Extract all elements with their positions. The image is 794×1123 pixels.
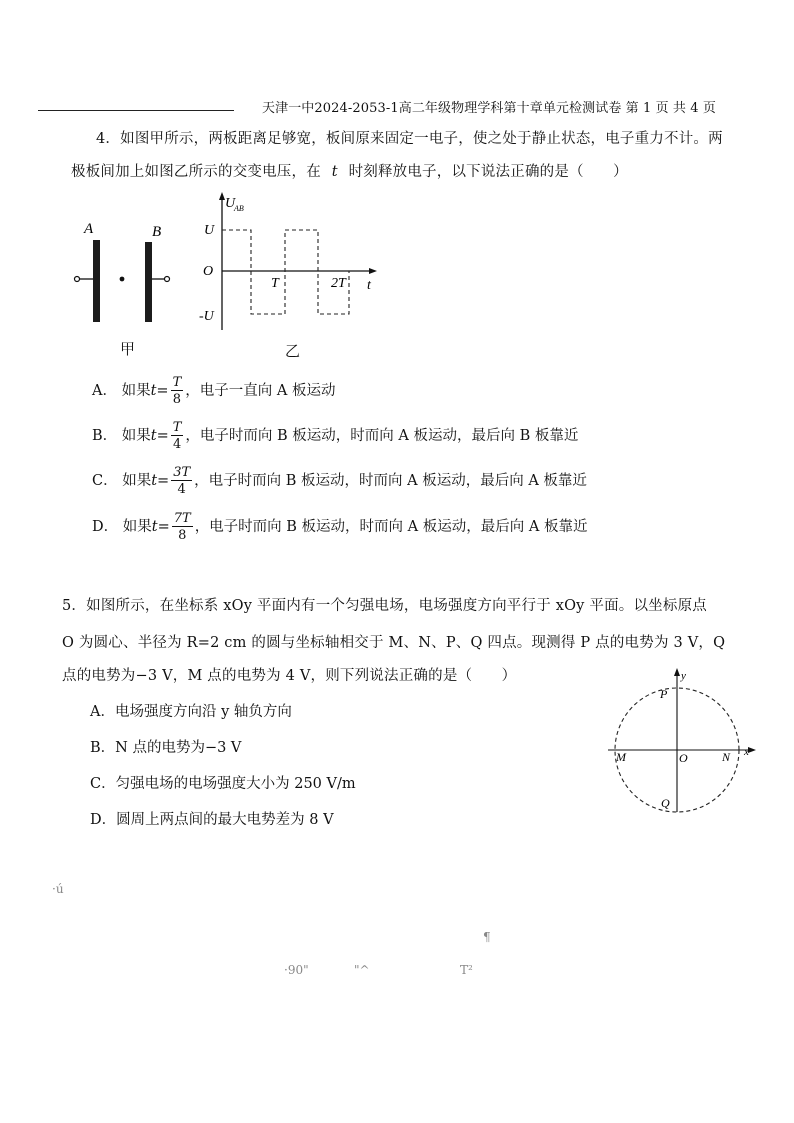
option-fraction: $\frac{T}{4}$ bbox=[172, 420, 182, 452]
square-wave bbox=[222, 230, 349, 314]
q5-stem-line2: O 为圆心、半径为 R=2 cm 的圆与坐标轴相交于 M、N、P、Q 四点。现测得 P 点的电势为 3 V，Q bbox=[62, 635, 726, 651]
figure-jia-caption: 甲 bbox=[120, 340, 136, 358]
terminal-b bbox=[165, 277, 170, 282]
tick-neg-u: -U bbox=[199, 309, 214, 324]
figure-jia bbox=[70, 218, 180, 328]
page-header: 天津一中2024-2053-1高二年级物理学科第十章单元检测试卷 第 1 页 共 4 页 bbox=[262, 101, 716, 116]
figure-yi-caption: 乙 bbox=[285, 342, 301, 360]
figure-yi bbox=[195, 190, 385, 335]
x-axis-arrow bbox=[369, 268, 377, 274]
electron-dot bbox=[120, 277, 125, 282]
option-text: ，电子时而向 B 板运动，时而向 A 板运动，最后向 B 板靠近 bbox=[185, 428, 579, 444]
option-text: ，电子时而向 B 板运动，时而向 A 板运动，最后向 A 板靠近 bbox=[194, 473, 587, 489]
option-text: ，电子一直向 A 板运动 bbox=[185, 383, 336, 399]
q4-option-c[interactable] bbox=[92, 466, 587, 496]
plate-a-label: A bbox=[84, 221, 94, 237]
y-axis-label: U bbox=[225, 196, 236, 211]
option-prefix: 如果 bbox=[122, 519, 152, 535]
option-letter: B． bbox=[90, 740, 116, 756]
scan-mark-mid: ¶ bbox=[483, 930, 491, 944]
q5-x-label: x bbox=[744, 746, 749, 758]
option-text: 匀强电场的电场强度大小为 250 V/m bbox=[115, 776, 356, 792]
figure-q5-circle bbox=[600, 664, 760, 814]
q5-y-label: y bbox=[681, 670, 686, 682]
q4-option-b[interactable] bbox=[92, 421, 578, 451]
option-eq: = bbox=[157, 473, 170, 489]
q4-stem-line2-t: t bbox=[331, 164, 338, 180]
header-rule bbox=[38, 110, 234, 111]
scan-mark-bottom-mid: "^ bbox=[354, 963, 370, 977]
option-eq: = bbox=[156, 428, 169, 444]
q5-m-label: M bbox=[616, 750, 626, 764]
tick-t: T bbox=[271, 276, 279, 291]
option-letter: B． bbox=[92, 428, 118, 444]
option-letter: C． bbox=[92, 473, 118, 489]
plate-b bbox=[145, 242, 152, 322]
q4-stem-line2-b: 时刻释放电子，以下说法正确的是（ ） bbox=[348, 164, 628, 180]
option-prefix: 如果 bbox=[121, 428, 151, 444]
q5-option-b[interactable] bbox=[90, 736, 241, 757]
option-eq: = bbox=[157, 519, 170, 535]
tick-u: U bbox=[204, 223, 215, 238]
option-letter: D． bbox=[92, 519, 119, 535]
option-var: t bbox=[150, 428, 157, 444]
option-letter: C． bbox=[90, 776, 116, 792]
option-prefix: 如果 bbox=[121, 383, 151, 399]
option-text: 圆周上两点间的最大电势差为 8 V bbox=[116, 812, 334, 828]
q5-option-c[interactable] bbox=[90, 772, 356, 793]
origin-label: O bbox=[203, 264, 214, 279]
q4-stem-line1: 4．如图甲所示，两板距离足够宽，板间原来固定一电子，使之处于静止状态，电子重力不计。两 bbox=[96, 131, 723, 147]
q5-stem-line3: 点的电势为−3 V，M 点的电势为 4 V，则下列说法正确的是（ ） bbox=[62, 668, 517, 684]
q4-option-a[interactable] bbox=[92, 376, 335, 406]
option-fraction: $\frac{3T}{4}$ bbox=[173, 465, 191, 497]
option-text: 电场强度方向沿 y 轴负方向 bbox=[114, 704, 292, 720]
q5-option-d[interactable] bbox=[90, 808, 334, 829]
q5-option-a[interactable] bbox=[90, 700, 292, 721]
plate-a bbox=[93, 240, 100, 322]
scan-mark-left: ·ú bbox=[52, 882, 64, 896]
y-axis-sub: AB bbox=[234, 204, 244, 213]
q5-origin-label: O bbox=[679, 751, 688, 765]
q5-p-label: P bbox=[660, 687, 668, 701]
plate-b-label: B bbox=[152, 224, 162, 240]
terminal-a bbox=[75, 277, 80, 282]
scan-mark-bottom-left: ·90" bbox=[284, 963, 309, 977]
q5-stem-line1: 5．如图所示，在坐标系 xOy 平面内有一个匀强电场，电场强度方向平行于 xOy 平面。以坐标原点 bbox=[62, 598, 707, 614]
option-var: t bbox=[151, 519, 158, 535]
option-letter: A． bbox=[90, 704, 115, 720]
option-var: t bbox=[150, 383, 157, 399]
option-letter: D． bbox=[90, 812, 117, 828]
q5-y-arrow bbox=[674, 668, 680, 676]
option-letter: A． bbox=[92, 383, 117, 399]
option-fraction: $\frac{7T}{8}$ bbox=[173, 511, 191, 543]
option-prefix: 如果 bbox=[122, 473, 152, 489]
q5-n-label: N bbox=[722, 750, 731, 764]
q4-stem-line2-a: 极板间加上如图乙所示的交变电压，在 bbox=[71, 164, 321, 180]
option-text: N 点的电势为−3 V bbox=[115, 740, 242, 756]
q4-option-d[interactable] bbox=[92, 512, 587, 542]
tick-2t: 2T bbox=[331, 276, 346, 291]
q4-stem-line2 bbox=[71, 160, 628, 181]
q5-x-arrow bbox=[748, 747, 756, 753]
option-text: ，电子时而向 B 板运动，时而向 A 板运动，最后向 A 板靠近 bbox=[194, 519, 588, 535]
option-var: t bbox=[151, 473, 158, 489]
q5-q-label: Q bbox=[661, 796, 670, 810]
option-fraction: $\frac{T}{8}$ bbox=[172, 375, 182, 407]
scan-mark-bottom-right: T² bbox=[460, 963, 473, 977]
option-eq: = bbox=[156, 383, 169, 399]
x-axis-label: t bbox=[367, 278, 371, 293]
